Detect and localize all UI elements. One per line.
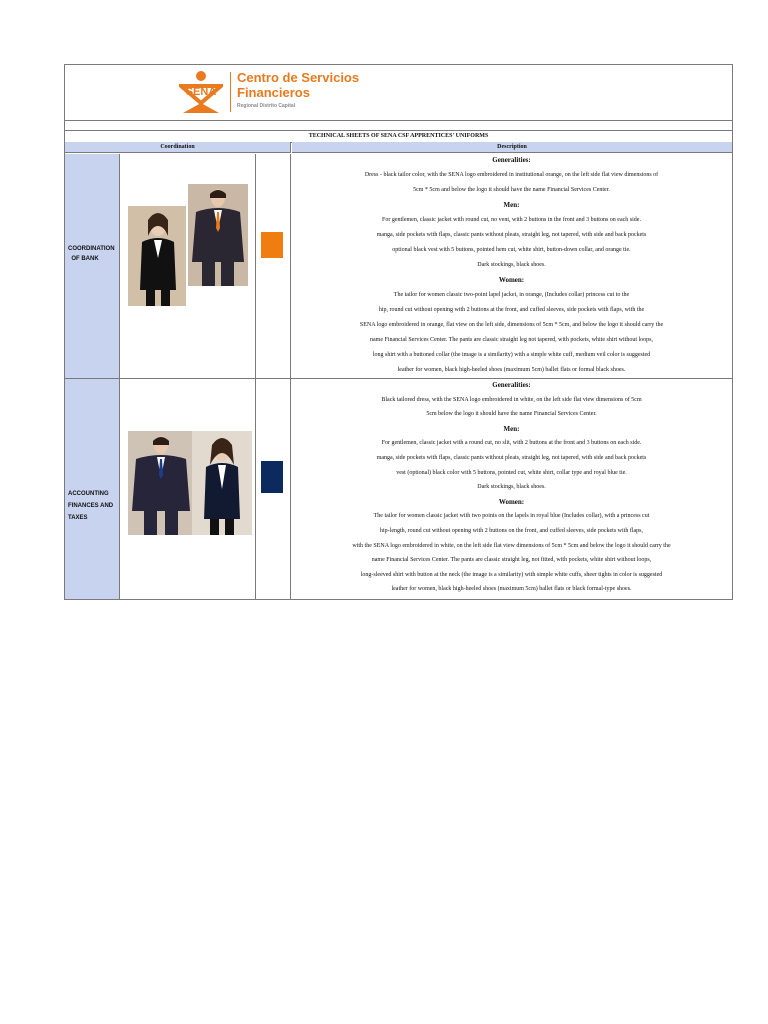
logo-title-line1: Centro de Servicios: [237, 70, 360, 85]
coordination-name-line: COORDINATION: [68, 246, 115, 252]
sena-logo: [179, 69, 360, 115]
description-line: Dress - black tailor color, with the SENA logo embroidered in institutional orange, on the left side flat view dimensions of: [364, 172, 659, 178]
description-line: optional black vest with 5 buttons, pointed hem cut, white shirt, button-down collar, and orange tie.: [392, 247, 631, 253]
column-header-coordination: Coordination: [65, 142, 291, 153]
description-line: For gentlemen, classic jacket with round cut, no vent, with 2 buttons in the front and 3 buttons on each side.: [382, 217, 641, 223]
description-line: SENA logo embroidered in orange, flat view on the left side, dimensions of 5cm * 5cm, and below the logo it should carry the: [359, 322, 664, 328]
description-line: 5cm * 5cm and below the logo it should have the name Financial Services Center.: [413, 187, 610, 193]
color-swatch-cell: [256, 154, 291, 378]
logo-subtitle: Regional Distrito Capital: [237, 103, 296, 109]
description-line: The tailor for women classic two-point lapel jacket, in orange, (Includes collar) princess cut to the: [393, 292, 630, 298]
uniform-color-swatch: [261, 232, 283, 258]
logo-divider: [230, 72, 231, 112]
uniform-photo-cell: [120, 379, 256, 599]
coordination-name-cell: [65, 154, 120, 378]
description-line: manga, side pockets with flaps, classic pants without pleats, straight leg, not tapered, with side and back pockets: [376, 232, 647, 238]
description-line: manga, side pockets with flaps, classic pants without pleats, straight leg, not tapered, with side and back pockets: [376, 455, 647, 461]
logo-title-line2: Financieros: [237, 85, 310, 100]
description-line: The tailor for women classic jacket with two points on the lapels in royal blue (Includes collar), with a princess cut: [373, 513, 650, 520]
man-uniform-photo: [128, 431, 194, 535]
description-line: long shirt with a buttoned collar (the image is a similarity) with a simple white cuff, medium veil color is suggested: [372, 352, 651, 358]
description-line: name Financial Services Center. The pants are classic straight leg not tapered, with pockets, white shirt without loops,: [370, 337, 653, 343]
description-heading: Women:: [498, 276, 525, 284]
sena-logo-lettering: SENA: [185, 86, 217, 98]
coordination-name-line: TAXES: [68, 515, 88, 521]
description-heading: Generalities:: [492, 381, 531, 389]
color-swatch-cell: [256, 379, 291, 599]
coordination-name-line: OF BANK: [68, 256, 99, 262]
description-line: name Financial Services Center. The pants are classic straight leg, not fitted, with pockets, white shirt without loops,: [371, 557, 652, 564]
table-row: [65, 379, 732, 599]
uniform-color-swatch: [261, 461, 283, 493]
description-line: Black tailored dress, with the SENA logo embroidered in white, on the left side flat view dimensions of 5cm: [381, 396, 642, 403]
table-title: TECHNICAL SHEETS OF SENA CSF APPRENTICES' UNIFORMS: [65, 130, 732, 143]
uniform-photo-cell: [120, 154, 256, 378]
description-line: leather for women, black high-heeled shoes (maximum 5cm) ballet flats or formal black shoes.: [397, 367, 626, 373]
description-line: with the SENA logo embroidered in white, on the left side flat view dimensions of 5cm * 5cm and below the logo it should carry the: [352, 542, 671, 549]
description-line: vest (optional) black color with 5 buttons, pointed cut, white shirt, collar type and royal blue tie.: [396, 469, 627, 476]
description-line: 5cm below the logo it should have the name Financial Services Center.: [426, 411, 597, 418]
uniform-technical-sheet: [64, 64, 733, 600]
table-row: [65, 154, 732, 379]
column-header-description: Description: [292, 142, 732, 153]
woman-uniform-photo: [192, 431, 252, 535]
coordination-name-cell: [65, 379, 120, 599]
sena-logo-mark: [179, 69, 223, 115]
description-heading: Women:: [498, 497, 525, 506]
description-line: long-sleeved shirt with button at the neck (the image is a similarity) with simple white cuffs, sheer tights in color is suggested: [360, 571, 663, 578]
coordination-name-line: ACCOUNTING: [68, 491, 109, 497]
document-header: [65, 65, 732, 121]
description-heading: Men:: [503, 201, 520, 209]
description-line: hip-length, round cut without opening with 2 buttons on the front, and cuffed sleeves, side pockets with flaps,: [379, 528, 643, 534]
uniform-description-cell: [291, 154, 732, 378]
man-uniform-photo: [188, 184, 248, 286]
woman-uniform-photo: [128, 206, 186, 306]
description-heading: Men:: [503, 424, 520, 433]
description-line: Dark stockings, black shoes.: [477, 262, 546, 268]
coordination-name-line: FINANCES AND: [68, 503, 114, 509]
description-line: Dark stockings, black shoes.: [477, 484, 546, 491]
description-line: For gentlemen, classic jacket with a round cut, no slit, with 2 buttons at the front and 3 buttons on each side.: [381, 440, 642, 447]
description-line: leather for women, black high-heeled shoes (maximum 5cm) ballet flats or black formal-type shoes.: [391, 586, 632, 593]
description-heading: Generalities:: [492, 156, 531, 164]
description-line: hip, round cut without opening with 2 buttons at the front, and cuffed sleeves, side pockets with flaps, with the: [378, 307, 645, 313]
uniform-description-cell: [291, 379, 732, 599]
